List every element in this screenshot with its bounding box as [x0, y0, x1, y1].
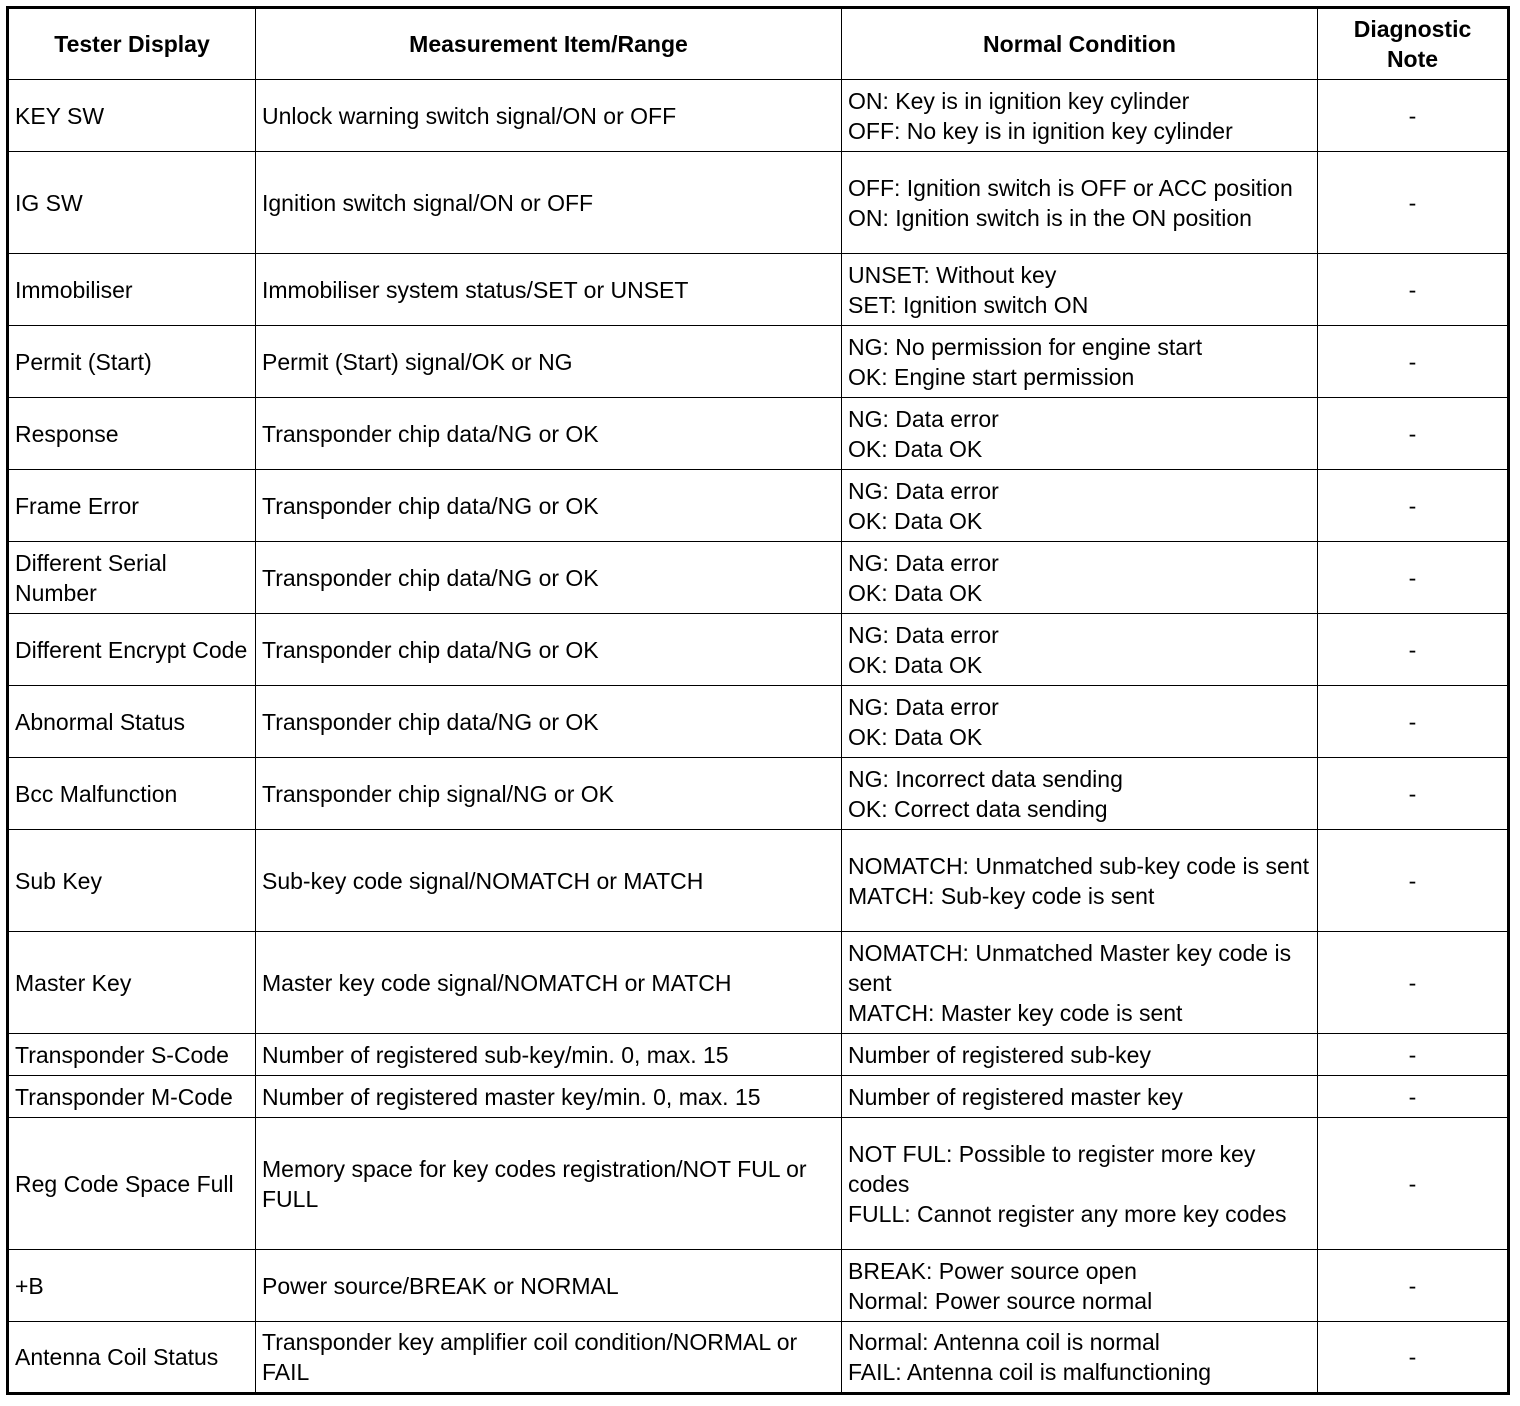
diagnostic-note-cell: - — [1318, 254, 1509, 326]
header-normal-condition: Normal Condition — [842, 8, 1318, 80]
diagnostic-note-cell: - — [1318, 1076, 1509, 1118]
measurement-cell: Transponder chip signal/NG or OK — [256, 758, 842, 830]
measurement-cell: Transponder chip data/NG or OK — [256, 686, 842, 758]
condition-line: OFF: No key is in ignition key cylinder — [848, 117, 1233, 144]
header-row — [8, 8, 1509, 80]
diagnostic-note-cell: - — [1318, 1118, 1509, 1250]
condition-line: OK: Data OK — [848, 435, 983, 462]
measurement-cell: Transponder chip data/NG or OK — [256, 398, 842, 470]
measurement-cell: Unlock warning switch signal/ON or OFF — [256, 80, 842, 152]
normal-condition-cell — [842, 1034, 1318, 1076]
table-row — [8, 398, 1509, 470]
condition-line: NG: Data error — [848, 405, 999, 432]
tester-display-cell: Transponder S-Code — [8, 1034, 256, 1076]
condition-line: NOMATCH: Unmatched sub-key code is sent — [848, 852, 1310, 879]
diagnostic-note-cell: - — [1318, 542, 1509, 614]
measurement-cell: Master key code signal/NOMATCH or MATCH — [256, 932, 842, 1034]
normal-condition-cell — [842, 614, 1318, 686]
measurement-cell: Sub-key code signal/NOMATCH or MATCH — [256, 830, 842, 932]
table-row — [8, 254, 1509, 326]
normal-condition-cell — [842, 542, 1318, 614]
tester-display-cell: KEY SW — [8, 80, 256, 152]
table-row — [8, 326, 1509, 398]
tester-display-cell: Transponder M-Code — [8, 1076, 256, 1118]
condition-line: FULL: Cannot register any more key codes — [848, 1200, 1287, 1227]
measurement-cell: Transponder chip data/NG or OK — [256, 614, 842, 686]
normal-condition-cell — [842, 80, 1318, 152]
condition-line: Normal: Antenna coil is normal — [848, 1329, 1160, 1355]
table-row — [8, 830, 1509, 932]
condition-line: BREAK: Power source open — [848, 1257, 1137, 1284]
condition-line: OK: Data OK — [848, 651, 983, 678]
condition-line: NOMATCH: Unmatched Master key code is sent — [848, 939, 1292, 996]
table-row — [8, 614, 1509, 686]
tester-display-cell: Abnormal Status — [8, 686, 256, 758]
condition-line: Number of registered master key — [848, 1083, 1183, 1110]
measurement-cell: Number of registered master key/min. 0, max. 15 — [256, 1076, 842, 1118]
table-row — [8, 1076, 1509, 1118]
table-row — [8, 470, 1509, 542]
diagnostic-note-cell: - — [1318, 398, 1509, 470]
tester-display-cell: Bcc Malfunction — [8, 758, 256, 830]
normal-condition-cell — [842, 470, 1318, 542]
normal-condition-cell — [842, 1118, 1318, 1250]
condition-line: NG: Data error — [848, 549, 999, 576]
measurement-cell: Ignition switch signal/ON or OFF — [256, 152, 842, 254]
normal-condition-cell — [842, 686, 1318, 758]
table-row — [8, 152, 1509, 254]
table-row — [8, 1250, 1509, 1322]
normal-condition-cell — [842, 830, 1318, 932]
diagnostic-note-cell: - — [1318, 614, 1509, 686]
tester-display-cell: Reg Code Space Full — [8, 1118, 256, 1250]
tester-display-cell: Master Key — [8, 932, 256, 1034]
diagnostic-note-cell: - — [1318, 1322, 1509, 1394]
condition-line: ON: Key is in ignition key cylinder — [848, 87, 1190, 114]
header-tester-display: Tester Display — [8, 8, 256, 80]
table-row — [8, 1034, 1509, 1076]
normal-condition-cell — [842, 932, 1318, 1034]
table-row — [8, 686, 1509, 758]
diagnostic-note-cell: - — [1318, 932, 1509, 1034]
tester-display-cell: Antenna Coil Status — [8, 1322, 256, 1394]
condition-line: SET: Ignition switch ON — [848, 291, 1089, 318]
tester-display-cell: IG SW — [8, 152, 256, 254]
diagnostic-note-cell: - — [1318, 326, 1509, 398]
normal-condition-cell — [842, 1076, 1318, 1118]
normal-condition-cell — [842, 398, 1318, 470]
diagnostic-note-cell: - — [1318, 758, 1509, 830]
table-row — [8, 932, 1509, 1034]
table-row — [8, 758, 1509, 830]
measurement-cell: Permit (Start) signal/OK or NG — [256, 326, 842, 398]
condition-line: OK: Engine start permission — [848, 363, 1135, 390]
diagnostic-note-cell: - — [1318, 1250, 1509, 1322]
condition-line: NG: Incorrect data sending — [848, 765, 1123, 792]
condition-line: MATCH: Master key code is sent — [848, 999, 1183, 1026]
normal-condition-cell — [842, 1250, 1318, 1322]
condition-line: Normal: Power source normal — [848, 1287, 1153, 1314]
diagnostic-note-cell: - — [1318, 1034, 1509, 1076]
condition-line: UNSET: Without key — [848, 261, 1057, 288]
tester-display-cell: Frame Error — [8, 470, 256, 542]
diagnostic-note-cell: - — [1318, 686, 1509, 758]
table-row — [8, 542, 1509, 614]
condition-line: Number of registered sub-key — [848, 1041, 1151, 1068]
condition-line: OK: Data OK — [848, 579, 983, 606]
measurement-cell: Transponder chip data/NG or OK — [256, 470, 842, 542]
condition-line: NG: Data error — [848, 693, 999, 720]
data-list-table — [6, 6, 1510, 1395]
condition-line: OK: Data OK — [848, 507, 983, 534]
tester-display-cell: Sub Key — [8, 830, 256, 932]
normal-condition-cell — [842, 254, 1318, 326]
condition-line: NG: Data error — [848, 477, 999, 504]
diagnostic-note-cell: - — [1318, 470, 1509, 542]
condition-line: ON: Ignition switch is in the ON position — [848, 204, 1252, 231]
normal-condition-cell — [842, 326, 1318, 398]
tester-display-cell: Different Serial Number — [8, 542, 256, 614]
condition-line: NOT FUL: Possible to register more key codes — [848, 1140, 1256, 1197]
diagnostic-note-cell: - — [1318, 830, 1509, 932]
condition-line: NG: No permission for engine start — [848, 333, 1203, 360]
table-body — [8, 80, 1509, 1394]
normal-condition-cell — [842, 1322, 1318, 1394]
condition-line: OK: Data OK — [848, 723, 983, 750]
tester-display-cell: Permit (Start) — [8, 326, 256, 398]
tester-display-cell: +B — [8, 1250, 256, 1322]
normal-condition-cell — [842, 758, 1318, 830]
measurement-cell: Immobiliser system status/SET or UNSET — [256, 254, 842, 326]
measurement-cell: Transponder chip data/NG or OK — [256, 542, 842, 614]
condition-line: OK: Correct data sending — [848, 795, 1108, 822]
diagnostic-note-cell: - — [1318, 80, 1509, 152]
diagnostic-note-cell: - — [1318, 152, 1509, 254]
header-measurement: Measurement Item/Range — [256, 8, 842, 80]
condition-line: NG: Data error — [848, 621, 999, 648]
tester-display-cell: Immobiliser — [8, 254, 256, 326]
condition-line: MATCH: Sub-key code is sent — [848, 882, 1155, 909]
measurement-cell: Power source/BREAK or NORMAL — [256, 1250, 842, 1322]
measurement-cell: Memory space for key codes registration/NOT FUL or FULL — [256, 1118, 842, 1250]
normal-condition-cell — [842, 152, 1318, 254]
table-row — [8, 80, 1509, 152]
header-diagnostic-note: Diagnostic Note — [1318, 8, 1509, 80]
measurement-cell: Number of registered sub-key/min. 0, max. 15 — [256, 1034, 842, 1076]
tester-display-cell: Response — [8, 398, 256, 470]
tester-display-cell: Different Encrypt Code — [8, 614, 256, 686]
measurement-cell: Transponder key amplifier coil condition/NORMAL or FAIL — [256, 1322, 842, 1394]
table-row — [8, 1322, 1509, 1394]
condition-line: FAIL: Antenna coil is malfunctioning — [848, 1359, 1212, 1385]
table-row — [8, 1118, 1509, 1250]
condition-line: OFF: Ignition switch is OFF or ACC position — [848, 174, 1293, 201]
